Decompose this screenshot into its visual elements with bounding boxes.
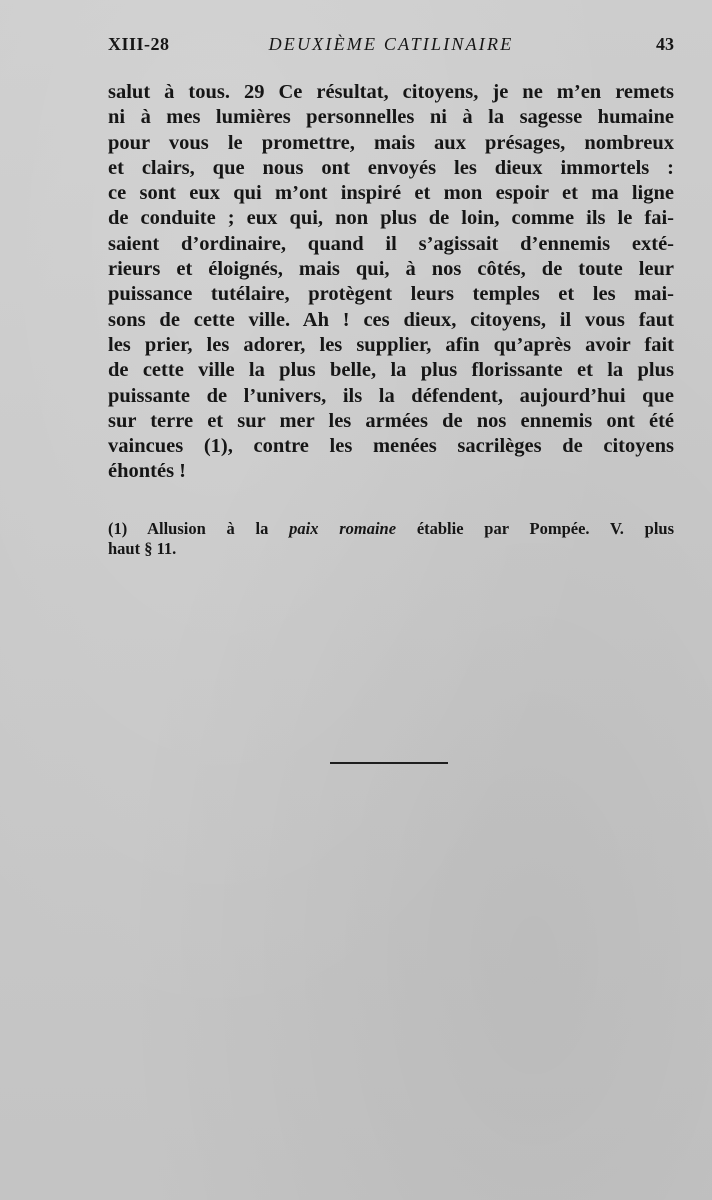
page-number: 43 bbox=[656, 34, 674, 54]
running-title: DEUXIÈME CATILINAIRE bbox=[268, 34, 514, 54]
footnote-italic-term: paix romaine bbox=[289, 519, 397, 538]
text-line: les prier, les adorer, les supplier, afin qu’après avoir fait bbox=[108, 333, 674, 356]
text-line: rieurs et éloignés, mais qui, à nos côtés, de toute leur bbox=[108, 258, 674, 281]
text-line: et clairs, que nous ont envoyés les dieux immortels : bbox=[108, 156, 674, 179]
text-line: vaincues (1), contre les menées sacrilèges de citoyens bbox=[108, 435, 674, 458]
main-text bbox=[108, 80, 674, 485]
text-line: sur terre et sur mer les armées de nos ennemis ont été bbox=[108, 409, 674, 432]
end-rule-divider bbox=[330, 762, 448, 764]
running-header bbox=[108, 34, 674, 60]
text-line: saient d’ordinaire, quand il s’agissait d’ennemis exté- bbox=[108, 232, 674, 255]
footnote-line-2: haut § 11. bbox=[108, 539, 177, 558]
text-line: ce sont eux qui m’ont inspiré et mon espoir et ma ligne bbox=[108, 182, 674, 205]
text-line: de conduite ; eux qui, non plus de loin, comme ils le fai- bbox=[108, 207, 674, 230]
text-line-final: éhontés ! bbox=[108, 460, 187, 483]
text-line: sons de cette ville. Ah ! ces dieux, citoyens, il vous faut bbox=[108, 308, 674, 331]
text-line: ni à mes lumières personnelles ni à la sagesse humaine bbox=[108, 106, 674, 129]
footnote-text-after: établie par Pompée. V. plus bbox=[396, 519, 675, 538]
section-reference: XIII-28 bbox=[108, 34, 170, 54]
text-line: puissante de l’univers, ils la défendent, aujourd’hui que bbox=[108, 384, 674, 407]
footnote-line bbox=[108, 519, 674, 539]
text-line: de cette ville la plus belle, la plus florissante et la plus bbox=[108, 359, 674, 382]
text-line: pour vous le promettre, mais aux présages, nombreux bbox=[108, 131, 674, 154]
text-line: puissance tutélaire, protègent leurs temples et les mai- bbox=[108, 283, 674, 306]
footnote bbox=[108, 519, 674, 559]
footnote-text-before: (1) Allusion à la bbox=[108, 519, 290, 538]
text-line: salut à tous. 29 Ce résultat, citoyens, je ne m’en remets bbox=[108, 81, 674, 103]
